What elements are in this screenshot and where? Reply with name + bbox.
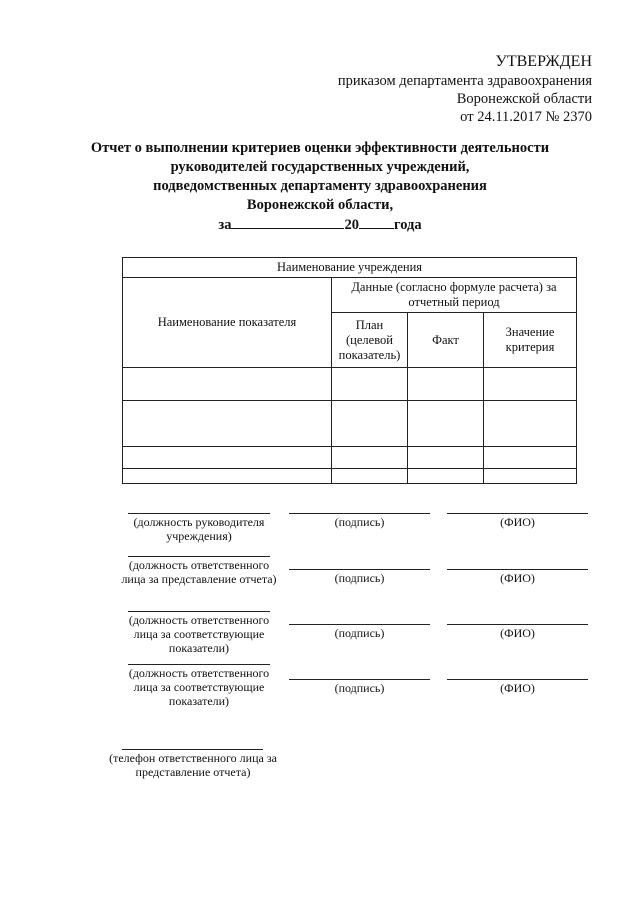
table-row (123, 368, 577, 401)
position-line[interactable] (128, 513, 270, 514)
name-line[interactable] (447, 569, 588, 570)
title-line-2: руководителей государственных учреждений, (170, 159, 470, 175)
approval-header: УТВЕРЖДЕН (495, 53, 592, 70)
title-line-4: Воронежской области, (246, 197, 394, 213)
plan-column-header: План (целевой показатель) (332, 313, 408, 368)
position-caption: (должность ответственного лица за соответствующие показатели) (128, 613, 270, 655)
signature-caption: (подпись) (334, 515, 385, 529)
table-cell[interactable] (484, 447, 577, 469)
name-caption: (ФИО) (500, 681, 535, 695)
period-year: 20 (344, 217, 359, 233)
name-caption: (ФИО) (500, 515, 535, 529)
title-line-1: Отчет о выполнении критериев оценки эффективности деятельности (90, 140, 550, 156)
table-cell[interactable] (123, 401, 332, 447)
name-line[interactable] (447, 513, 588, 514)
criterion-value-column-header: Значение критерия (484, 313, 577, 368)
period-data-header: Данные (согласно формуле расчета) за отчетный период (332, 278, 577, 313)
table-cell[interactable] (408, 401, 484, 447)
table-cell[interactable] (123, 447, 332, 469)
name-caption: (ФИО) (500, 571, 535, 585)
signature-caption: (подпись) (334, 626, 385, 640)
name-line[interactable] (447, 679, 588, 680)
name-caption: (ФИО) (500, 626, 535, 640)
position-caption: (должность ответственного лица за соответствующие показатели) (128, 666, 270, 708)
table-cell[interactable] (123, 469, 332, 484)
approval-date: от 24.11.2017 № 2370 (460, 109, 592, 125)
fact-column-header: Факт (408, 313, 484, 368)
table-cell[interactable] (408, 447, 484, 469)
phone-line[interactable] (122, 749, 263, 750)
institution-name-header: Наименование учреждения (123, 258, 577, 278)
table-cell[interactable] (408, 368, 484, 401)
table-cell[interactable] (332, 469, 408, 484)
table-row (123, 401, 577, 447)
document-title (60, 139, 580, 235)
position-caption: (должность руководителя учреждения) (133, 515, 265, 543)
table-cell[interactable] (484, 401, 577, 447)
period-blank-field[interactable] (231, 215, 344, 229)
report-table (122, 257, 577, 484)
name-line[interactable] (447, 624, 588, 625)
title-line-3: подведомственных департаменту здравоохранения (153, 178, 487, 194)
period-prefix: за (218, 217, 232, 233)
approval-region: Воронежской области (456, 91, 592, 107)
table-cell[interactable] (332, 447, 408, 469)
table-cell[interactable] (332, 401, 408, 447)
year-blank-field[interactable] (359, 215, 394, 229)
title-period (60, 215, 580, 235)
signature-line[interactable] (289, 624, 430, 625)
signature-line[interactable] (289, 513, 430, 514)
table-row (123, 469, 577, 484)
table-row (123, 447, 577, 469)
period-suffix: года (393, 217, 422, 233)
signature-caption: (подпись) (334, 571, 385, 585)
signature-line[interactable] (289, 569, 430, 570)
indicator-name-header: Наименование показателя (123, 278, 332, 368)
signature-caption: (подпись) (334, 681, 385, 695)
table-cell[interactable] (484, 368, 577, 401)
position-line[interactable] (128, 556, 270, 557)
signature-line[interactable] (289, 679, 430, 680)
position-line[interactable] (128, 664, 270, 665)
approval-order: приказом департамента здравоохранения (337, 73, 592, 89)
approval-block (338, 52, 592, 126)
table-cell[interactable] (408, 469, 484, 484)
position-line[interactable] (128, 611, 270, 612)
position-caption: (должность ответственного лица за представление отчета) (121, 558, 277, 586)
table-cell[interactable] (332, 368, 408, 401)
phone-caption: (телефон ответственного лица за представление отчета) (109, 751, 277, 779)
table-cell[interactable] (123, 368, 332, 401)
table-cell[interactable] (484, 469, 577, 484)
